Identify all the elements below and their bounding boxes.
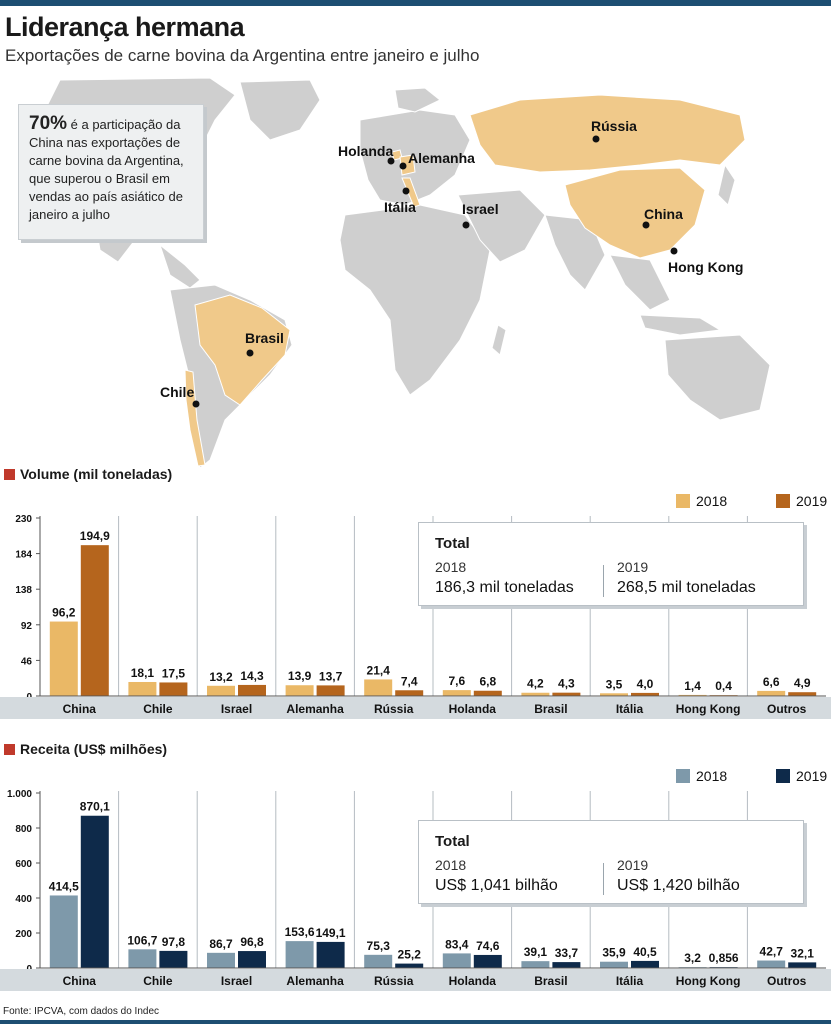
volume-data-label-2019: 6,8 xyxy=(479,674,497,689)
volume-data-label-2018: 13,9 xyxy=(287,669,312,684)
volume-bar-2018 xyxy=(364,679,392,696)
volume-category-label: Outros xyxy=(767,702,807,716)
revenue-bar-2019 xyxy=(552,962,580,968)
source-note: Fonte: IPCVA, com dados do Indec xyxy=(3,1006,160,1017)
volume-total-title: Total xyxy=(435,535,470,552)
volume-ytick-label: 138 xyxy=(15,585,32,597)
revenue-bar-2019 xyxy=(395,964,423,968)
map-label-holanda: Holanda xyxy=(338,143,394,159)
revenue-total-year-2019: 2019 xyxy=(617,857,649,873)
callout-box xyxy=(18,104,204,240)
bottom-rule xyxy=(0,1020,831,1024)
revenue-bar-2018 xyxy=(600,962,628,968)
volume-bar-2018 xyxy=(128,682,156,696)
revenue-data-label-2019: 149,1 xyxy=(315,925,346,940)
revenue-ytick-label: 200 xyxy=(15,929,32,940)
map-label-israel: Israel xyxy=(462,201,499,217)
revenue-bar-2019 xyxy=(159,951,187,968)
revenue-ytick-label: 600 xyxy=(15,859,32,870)
page-subtitle: Exportações de carne bovina da Argentina entre janeiro e julho xyxy=(5,46,480,65)
volume-data-label-2018: 4,2 xyxy=(527,676,544,691)
volume-data-label-2019: 4,3 xyxy=(558,676,575,691)
volume-data-label-2018: 96,2 xyxy=(52,605,76,620)
revenue-data-label-2018: 3,2 xyxy=(684,951,701,966)
map-label-alemanha: Alemanha xyxy=(408,150,475,166)
volume-total-value-2018: 186,3 mil toneladas xyxy=(435,579,574,596)
revenue-category-label: Holanda xyxy=(448,974,496,988)
map-label-hong-kong: Hong Kong xyxy=(668,259,744,275)
revenue-bar-2018 xyxy=(50,895,78,968)
volume-data-label-2018: 1,4 xyxy=(684,678,701,693)
volume-data-label-2019: 4,0 xyxy=(636,676,654,691)
revenue-ytick-label: 800 xyxy=(15,824,32,835)
revenue-total-separator xyxy=(603,863,604,895)
revenue-data-label-2019: 74,6 xyxy=(476,938,500,953)
volume-bar-2018 xyxy=(50,622,78,696)
volume-legend-label-2018: 2018 xyxy=(696,493,728,509)
volume-legend-label-2019: 2019 xyxy=(796,493,828,509)
volume-bar-2019 xyxy=(788,692,816,696)
revenue-bar-2019 xyxy=(81,816,109,968)
revenue-bar-2019 xyxy=(631,961,659,968)
map-label-brasil: Brasil xyxy=(245,330,284,346)
revenue-category-label: Israel xyxy=(220,974,253,988)
volume-bar-2019 xyxy=(317,685,345,696)
volume-data-label-2018: 13,2 xyxy=(209,669,233,684)
map-label-china: China xyxy=(644,206,683,222)
revenue-data-label-2018: 39,1 xyxy=(523,945,548,960)
callout-text: é a participação da China nas exportações de carne bovina da Argentina, que superou o Brasil em vendas ao país asiático de janeiro a julho xyxy=(29,117,184,222)
revenue-legend-label-2019: 2019 xyxy=(796,768,828,784)
volume-data-label-2019: 7,4 xyxy=(400,674,418,689)
revenue-data-label-2019: 25,2 xyxy=(397,947,421,962)
volume-ytick-label: 184 xyxy=(15,549,32,561)
revenue-data-label-2018: 106,7 xyxy=(127,933,158,948)
revenue-data-label-2019: 32,1 xyxy=(790,946,814,961)
volume-category-label: Brasil xyxy=(534,702,568,716)
revenue-label-text: Receita (US$ milhões) xyxy=(20,741,168,757)
volume-label-text: Volume (mil toneladas) xyxy=(20,466,173,482)
volume-data-label-2018: 3,5 xyxy=(605,677,623,692)
revenue-category-label: Rússia xyxy=(374,974,414,988)
revenue-data-label-2019: 0,856 xyxy=(708,951,739,966)
volume-data-label-2019: 17,5 xyxy=(161,666,186,681)
volume-data-label-2019: 4,9 xyxy=(793,676,811,691)
volume-data-label-2019: 14,3 xyxy=(240,668,264,683)
volume-ytick-label: 46 xyxy=(20,656,32,668)
revenue-category-label: Itália xyxy=(615,974,644,988)
volume-category-label: Israel xyxy=(220,702,253,716)
revenue-legend-swatch-2018 xyxy=(676,769,690,783)
revenue-ytick-label: 1.000 xyxy=(6,789,32,800)
revenue-bar-2019 xyxy=(788,962,816,968)
revenue-data-label-2019: 96,8 xyxy=(240,935,264,950)
revenue-total-box xyxy=(418,820,804,904)
volume-total-year-2019: 2019 xyxy=(617,559,649,575)
volume-bar-2019 xyxy=(159,682,187,696)
revenue-category-label: Alemanha xyxy=(286,974,344,988)
revenue-data-label-2018: 86,7 xyxy=(209,936,233,951)
revenue-label xyxy=(4,741,167,757)
revenue-bar-2018 xyxy=(207,953,235,968)
volume-bar-2019 xyxy=(395,690,423,696)
volume-bar-2018 xyxy=(443,690,471,696)
map-label-italia: Itália xyxy=(384,199,416,215)
revenue-bar-2018 xyxy=(757,961,785,968)
revenue-total-value-2019: US$ 1,420 bilhão xyxy=(617,877,740,894)
map-label-chile: Chile xyxy=(160,384,195,400)
revenue-bar-2018 xyxy=(364,955,392,968)
volume-bar-2018 xyxy=(207,686,235,696)
revenue-data-label-2018: 153,6 xyxy=(284,925,315,940)
map-label-russia: Rússia xyxy=(591,118,637,134)
volume-category-label: Holanda xyxy=(448,702,496,716)
revenue-bar-2018 xyxy=(286,941,314,968)
revenue-category-label: Chile xyxy=(143,974,173,988)
volume-ytick-label: 230 xyxy=(15,514,32,525)
volume-bar-2019 xyxy=(81,545,109,696)
volume-data-label-2019: 194,9 xyxy=(79,529,110,544)
revenue-bar-2019 xyxy=(317,942,345,968)
volume-category-label: Itália xyxy=(615,702,644,716)
volume-bar-2019 xyxy=(238,685,266,696)
volume-data-label-2018: 21,4 xyxy=(366,663,390,678)
revenue-category-label: Hong Kong xyxy=(675,974,741,988)
revenue-bar-2019 xyxy=(238,951,266,968)
revenue-ytick-label: 400 xyxy=(15,894,32,905)
volume-bar-2018 xyxy=(757,691,785,696)
revenue-data-label-2018: 35,9 xyxy=(602,945,626,960)
volume-category-label: Chile xyxy=(143,702,173,716)
revenue-bar-2018 xyxy=(443,953,471,968)
revenue-data-label-2018: 414,5 xyxy=(48,879,79,894)
revenue-data-label-2018: 83,4 xyxy=(445,937,469,952)
revenue-marker-square xyxy=(4,744,15,755)
volume-data-label-2018: 6,6 xyxy=(762,674,780,689)
volume-data-label-2019: 13,7 xyxy=(318,669,343,684)
volume-ytick-label: 92 xyxy=(20,620,32,632)
revenue-total-title: Total xyxy=(435,833,470,850)
volume-total-box xyxy=(418,522,804,606)
revenue-data-label-2019: 33,7 xyxy=(554,946,579,961)
page-title: Liderança hermana xyxy=(5,12,245,42)
revenue-total-value-2018: US$ 1,041 bilhão xyxy=(435,877,558,894)
revenue-bar-2018 xyxy=(128,949,156,968)
volume-category-label: Alemanha xyxy=(286,702,344,716)
revenue-data-label-2019: 870,1 xyxy=(79,799,110,814)
revenue-category-label: China xyxy=(62,974,96,988)
revenue-bar-2019 xyxy=(474,955,502,968)
volume-category-label: China xyxy=(62,702,96,716)
revenue-bar-2018 xyxy=(521,961,549,968)
revenue-data-label-2019: 97,8 xyxy=(161,934,186,949)
revenue-total-year-2018: 2018 xyxy=(435,857,467,873)
revenue-data-label-2018: 42,7 xyxy=(759,944,783,959)
volume-total-year-2018: 2018 xyxy=(435,559,467,575)
volume-total-separator xyxy=(603,565,604,597)
volume-data-label-2018: 18,1 xyxy=(130,665,155,680)
volume-category-label: Rússia xyxy=(374,702,414,716)
revenue-data-label-2018: 75,3 xyxy=(366,938,390,953)
volume-legend-swatch-2019 xyxy=(776,494,790,508)
revenue-legend-label-2018: 2018 xyxy=(696,768,728,784)
volume-data-label-2018: 7,6 xyxy=(448,674,466,689)
revenue-legend-swatch-2019 xyxy=(776,769,790,783)
volume-marker-square xyxy=(4,469,15,480)
volume-total-value-2019: 268,5 mil toneladas xyxy=(617,579,756,596)
volume-bar-2018 xyxy=(286,685,314,696)
volume-data-label-2019: 0,4 xyxy=(715,679,732,694)
revenue-category-label: Outros xyxy=(767,974,807,988)
volume-bar-2019 xyxy=(474,691,502,696)
volume-legend-swatch-2018 xyxy=(676,494,690,508)
volume-label xyxy=(4,466,172,482)
volume-category-label: Hong Kong xyxy=(675,702,741,716)
revenue-data-label-2019: 40,5 xyxy=(633,944,657,959)
revenue-category-label: Brasil xyxy=(534,974,568,988)
top-rule xyxy=(0,0,831,6)
callout-highlight: 70% xyxy=(29,113,68,134)
